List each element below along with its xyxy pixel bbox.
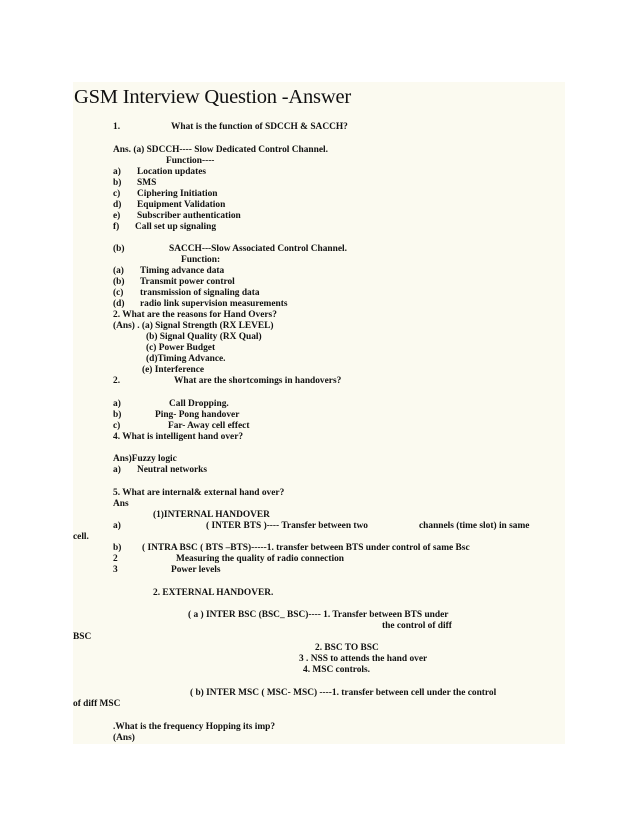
list-item-label: b) xyxy=(113,410,122,420)
list-item-label: e) xyxy=(113,211,121,221)
question-text: 4. What is intelligent hand over? xyxy=(113,432,244,442)
section-heading: (1)INTERNAL HANDOVER xyxy=(153,510,270,520)
question-text: What are the shortcomings in handovers? xyxy=(174,376,342,386)
list-item: Equipment Validation xyxy=(137,200,226,210)
list-item: ( b) INTER MSC ( MSC- MSC) ----1. transfer between cell under the control xyxy=(190,688,497,698)
answer-line: Ans. (a) SDCCH---- Slow Dedicated Control Channel. xyxy=(113,145,328,155)
list-item-label: f) xyxy=(113,222,120,232)
section-heading: 2. EXTERNAL HANDOVER. xyxy=(153,588,274,598)
page-title: GSM Interview Question -Answer xyxy=(74,86,351,108)
list-item: Ping- Pong handover xyxy=(155,410,240,420)
list-item-label: 3 xyxy=(113,565,118,575)
answer-line: SACCH---Slow Associated Control Channel. xyxy=(169,244,347,254)
list-item: SMS xyxy=(137,178,157,188)
list-item: Far- Away cell effect xyxy=(168,421,250,431)
question-number: 1. xyxy=(113,122,121,132)
list-item-label: (b) xyxy=(113,277,125,287)
list-item: Transmit power control xyxy=(140,277,235,287)
list-item: Call Dropping. xyxy=(169,399,229,409)
list-item: Location updates xyxy=(137,167,207,177)
answer-line: Ans)Fuzzy logic xyxy=(113,454,177,464)
question-text: 2. What are the reasons for Hand Overs? xyxy=(113,310,277,320)
list-item-label: b) xyxy=(113,178,122,188)
list-item: of diff MSC xyxy=(73,699,121,709)
list-item: (e) Interference xyxy=(142,365,205,375)
list-item: ( INTER BTS )---- Transfer between two xyxy=(206,521,368,531)
list-item: (c) Power Budget xyxy=(146,343,216,353)
list-item: (d)Timing Advance. xyxy=(146,354,226,364)
list-item-label: 2 xyxy=(113,554,118,564)
list-item-label: a) xyxy=(113,521,121,531)
list-item-label: c) xyxy=(113,421,121,431)
list-item: 4. MSC controls. xyxy=(303,665,371,675)
list-item: Call set up signaling xyxy=(135,222,217,232)
list-item: channels (time slot) in same xyxy=(419,521,530,531)
question-text: .What is the frequency Hopping its imp? xyxy=(113,722,276,732)
question-text: 5. What are internal& external hand over? xyxy=(113,488,285,498)
list-item: Timing advance data xyxy=(140,266,225,276)
answer-line: Ans xyxy=(113,499,129,509)
list-item-label: (d) xyxy=(113,299,125,309)
list-item-label: (b) xyxy=(113,244,125,254)
list-item: Power levels xyxy=(171,565,221,575)
list-item: 3 . NSS to attends the hand over xyxy=(299,654,428,664)
list-item: radio link supervision measurements xyxy=(140,299,288,309)
list-item-label: d) xyxy=(113,200,122,210)
list-item-label: (a) xyxy=(113,266,124,276)
list-item: Measuring the quality of radio connection xyxy=(176,554,344,564)
question-text: What is the function of SDCCH & SACCH? xyxy=(171,122,348,132)
function-label: Function---- xyxy=(166,156,215,166)
list-item-label: a) xyxy=(113,399,121,409)
list-item: cell. xyxy=(73,532,89,542)
list-item: Ciphering Initiation xyxy=(137,189,218,199)
list-item: BSC xyxy=(73,632,92,642)
list-item-label: (c) xyxy=(113,288,124,298)
list-item: ( a ) INTER BSC (BSC_ BSC)---- 1. Transfer between BTS under xyxy=(188,610,449,620)
list-item: Subscriber authentication xyxy=(137,211,241,221)
answer-line: (Ans) xyxy=(113,733,135,743)
list-item: (b) Signal Quality (RX Qual) xyxy=(146,332,262,342)
list-item: Neutral networks xyxy=(137,465,208,475)
list-item: 2. BSC TO BSC xyxy=(315,643,379,653)
list-item: ( INTRA BSC ( BTS –BTS)-----1. transfer between BTS under control of same Bsc xyxy=(142,543,470,553)
list-item-label: a) xyxy=(113,465,121,475)
answer-line: (Ans) . (a) Signal Strength (RX LEVEL) xyxy=(113,321,274,331)
question-number: 2. xyxy=(113,376,121,386)
list-item: transmission of signaling data xyxy=(140,288,260,298)
list-item: the control of diff xyxy=(382,621,452,631)
list-item-label: b) xyxy=(113,543,122,553)
list-item-label: a) xyxy=(113,167,121,177)
function-label: Function: xyxy=(181,255,221,265)
list-item-label: c) xyxy=(113,189,121,199)
